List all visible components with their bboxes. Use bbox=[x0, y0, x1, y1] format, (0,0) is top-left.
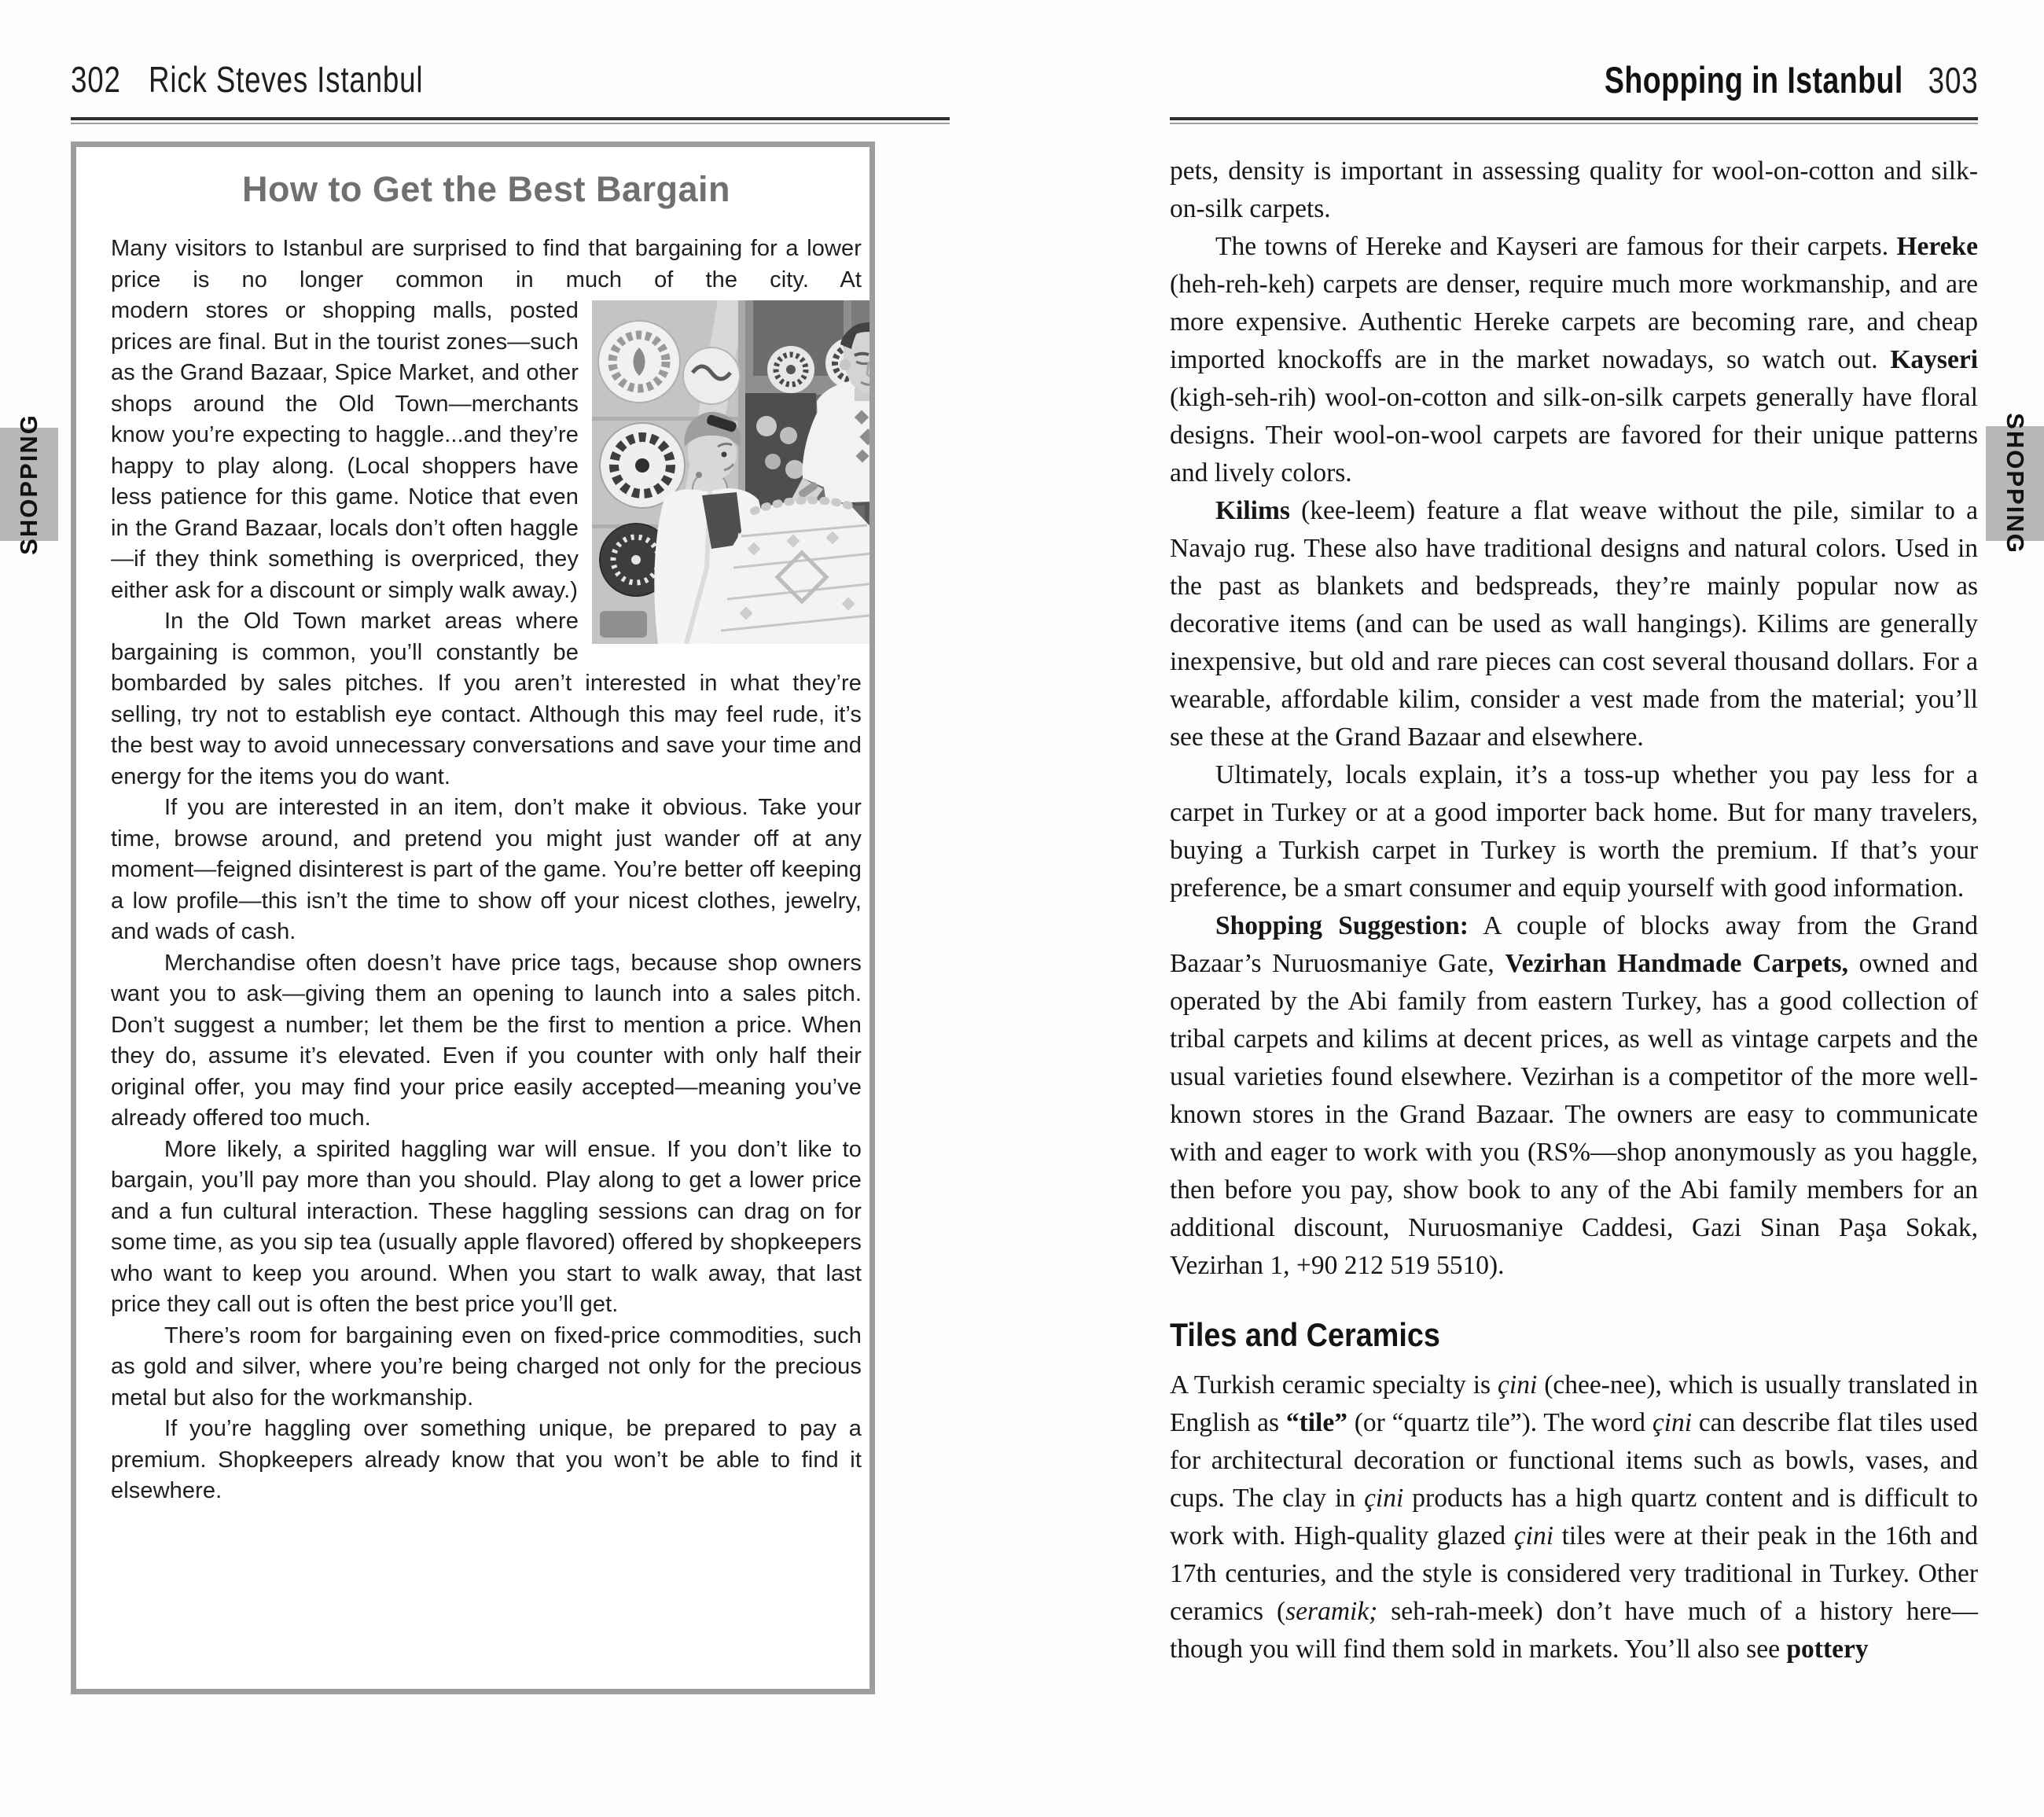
section-heading: Tiles and Ceramics bbox=[1170, 1316, 1440, 1353]
left-page-header bbox=[71, 58, 951, 101]
text-run: owned and operated by the Abi family from eastern Turkey, has a good collection of tribal carpets and kilims at decent prices, as well as vintage carpets and the usual varieties found elsewhere. Vezirhan is a competitor of the more well-known stores in the Grand Bazaar. The owners are easy to communicate with and eager to work with you (RS%—shop anonymously as you haggle, then before you pay, show book to any of the Abi family members for an additional discount, Nuruosmaniye Caddesi, Gazi Sinan Paşa Sokak, Vezirhan 1, +90 212 519 5510). bbox=[1170, 949, 1979, 1280]
sidebar-box-title: How to Get the Best Bargain bbox=[241, 169, 731, 209]
body-paragraph bbox=[1170, 492, 1978, 756]
text-run: pets, density is important in assessing quality for wool-on-cotton and silk-on-silk carpets. bbox=[1170, 156, 1978, 223]
text-run: (or “quartz tile”). The word bbox=[1347, 1408, 1652, 1437]
box-paragraph: Merchandise often doesn’t have price tags, because shop owners want you to ask—giving them an opening to launch into a sales pitch. Don’t suggest a number; let them be the first to mention a price. When they do, assume it’s elevated. Even if you counter with only half their original offer, you may find your price easily accepted—meaning you’ve already offered too much. bbox=[111, 950, 862, 1131]
box-text-flow bbox=[111, 296, 862, 1507]
text-run: Ultimately, locals explain, it’s a toss-up whether you pay less for a carpet in Turkey or at a good importer back home. But for many travelers, buying a Turkish carpet in Turkey is worth the premium. If that’s your preference, be a smart consumer and equip yourself with good information. bbox=[1170, 760, 1978, 903]
text-run: (kigh-seh-rih) wool-on-cotton and silk-on-silk carpets generally have floral designs. Their wool-on-wool carpets are favored for their unique patterns and lively colors. bbox=[1170, 383, 1978, 487]
bold-run: Kilims bbox=[1215, 496, 1290, 525]
text-run: A couple of blocks away from the Grand Bazaar’s Nuruosmaniye Gate, bbox=[1170, 911, 1978, 978]
body-paragraph bbox=[1170, 907, 1978, 1285]
bazaar-shop-photo bbox=[592, 300, 875, 644]
book-title: Rick Steves Istanbul bbox=[149, 59, 424, 100]
right-page-body bbox=[1170, 153, 1978, 1668]
italic-run: çini bbox=[1513, 1521, 1554, 1550]
bold-run: pottery bbox=[1786, 1635, 1869, 1664]
bold-run: “tile” bbox=[1285, 1408, 1347, 1437]
chapter-title: Shopping in Istanbul bbox=[1604, 59, 1903, 101]
right-page-header bbox=[1170, 58, 1978, 101]
chapter-tab-right bbox=[1986, 413, 2044, 554]
left-header-rule bbox=[71, 117, 950, 124]
box-paragraph: There’s room for bargaining even on fixed-price commodities, such as gold and silver, where you’re being charged not only for the precious metal but also for the workmanship. bbox=[111, 1322, 862, 1411]
text-run: products has a high quartz content and is difficult to work with. High-quality glazed bbox=[1170, 1484, 1978, 1550]
photo-illustration bbox=[592, 300, 875, 644]
left-page-number: 302 bbox=[71, 59, 121, 100]
italic-run: çini bbox=[1498, 1370, 1538, 1400]
text-run: (heh-reh-keh) carpets are denser, require much more workmanship, and are more expensive. Authentic Hereke carpets are becoming rare, and cheap imported knockoffs are in the market nowadays, so watch out. bbox=[1170, 270, 1978, 374]
bold-run: Kayseri bbox=[1890, 345, 1978, 374]
italic-run: çini bbox=[1364, 1484, 1404, 1513]
right-header-rule bbox=[1170, 117, 1978, 124]
body-paragraph bbox=[1170, 1366, 1978, 1668]
text-run: A Turkish ceramic specialty is bbox=[1170, 1370, 1498, 1400]
text-run: (kee-leem) feature a flat weave without the pile, similar to a Navajo rug. These also have traditional designs and natural colors. Used in the past as blankets and bedspreads, they’re mainly popular now as decorative items (and can be used as wall hangings). Kilims are generally inexpensive, but old and rare pieces can cost several thousand dollars. For a wearable, affordable kilim, consider a vest made from the material; you’ll see these at the Grand Bazaar and elsewhere. bbox=[1170, 496, 1978, 752]
box-paragraph: More likely, a spirited haggling war will ensue. If you don’t like to bargain, you’ll pay more than you should. Play along to get a lower price and a fun cultural interaction. These haggling sessions can drag on for some time, as you sip tea (usually apple flavored) offered by shopkeepers who want to keep you around. When you start to walk away, that last price they call out is often the best price you’ll get. bbox=[111, 1136, 862, 1317]
box-paragraph: modern stores or shopping malls, posted prices are final. But in the tourist zones—such as the Grand Bazaar, Spice Market, and other shops around the Old Town—merchants know you’re expecting to haggle...and they’re happy to play along. (Local shoppers have less patience for this game. Notice that even in the Grand Bazaar, locals don’t often haggle—if they think something is overpriced, they either ask for a discount or simply walk away.) bbox=[111, 298, 579, 603]
chapter-tab-label: SHOPPING bbox=[2002, 413, 2029, 554]
body-paragraph bbox=[1170, 228, 1978, 492]
sidebar-box bbox=[71, 142, 875, 1694]
box-paragraph: Many visitors to Istanbul are surprised to find that bargaining for a lower price is no longer common in much of the city. At bbox=[111, 236, 862, 292]
text-run: can describe flat tiles used for architectural decoration or functional items such as bowls, vases, and cups. The clay in bbox=[1170, 1408, 1978, 1513]
box-paragraph: If you are interested in an item, don’t make it obvious. Take your time, browse around, and pretend you might just wander off at any moment—feigned disinterest is part of the game. You’re better off keeping a low profile—this isn’t the time to show off your nicest clothes, jewelry, and wads of cash. bbox=[111, 795, 862, 944]
italic-run: çini bbox=[1652, 1408, 1693, 1437]
italic-run: seramik; bbox=[1285, 1597, 1378, 1626]
body-paragraph bbox=[1170, 153, 1978, 228]
body-paragraph bbox=[1170, 756, 1978, 907]
text-run: The towns of Hereke and Kayseri are famous for their carpets. bbox=[1215, 232, 1897, 261]
box-paragraph: If you’re haggling over something unique, be prepared to pay a premium. Shopkeepers already know that you won’t be able to find it elsewhere. bbox=[111, 1416, 862, 1503]
chapter-tab-left bbox=[0, 414, 58, 555]
bold-run: Vezirhan Handmade Carpets, bbox=[1505, 949, 1848, 978]
bold-run: Hereke bbox=[1896, 232, 1978, 261]
text-run: (chee-nee), which is usually translated in English as bbox=[1170, 1370, 1978, 1437]
right-page-number: 303 bbox=[1928, 60, 1978, 101]
bold-run: Shopping Suggestion: bbox=[1215, 911, 1469, 940]
text-run: tiles were at their peak in the 16th and 17th centuries, and the style is considered very traditional in Turkey. Other ceramics ( bbox=[1170, 1521, 1978, 1626]
box-paragraph: In the Old Town market areas where bargaining is common, you’ll constantly be bombarded by sales pitches. If you aren’t interested in what they’re selling, try not to establish eye contact. Although this may feel rude, it’s the best way to avoid unnecessary conversations and save your time and energy for the items you do want. bbox=[111, 609, 862, 789]
chapter-tab-label: SHOPPING bbox=[15, 414, 42, 555]
text-run: seh-rah-meek) don’t have much of a history here—though you will find them sold in markets. You’ll also see bbox=[1170, 1597, 1978, 1664]
